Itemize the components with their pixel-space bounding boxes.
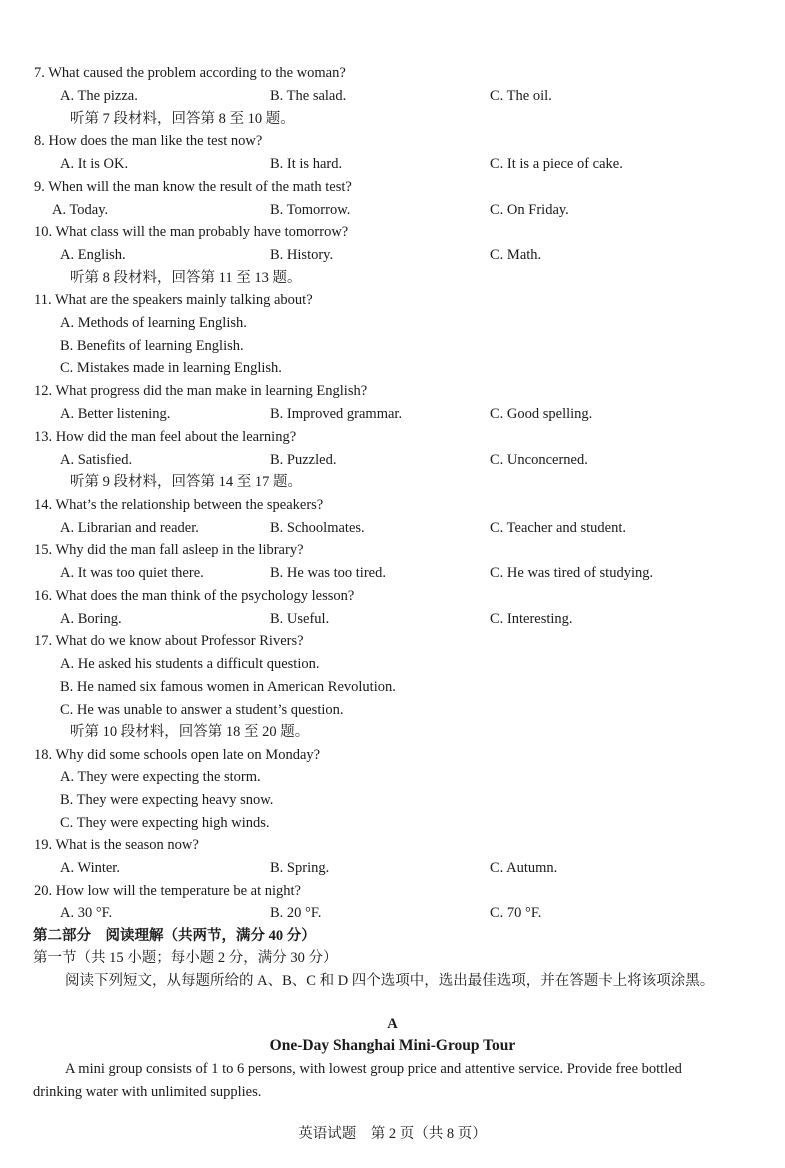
q18-option-b: B. They were expecting heavy snow. xyxy=(60,792,274,808)
question-19: 19. What is the season now? xyxy=(34,837,199,853)
q7-option-b: B. The salad. xyxy=(270,88,347,104)
question-9: 9. When will the man know the result of the math test? xyxy=(34,179,352,195)
q9-option-a: A. Today. xyxy=(52,202,109,218)
question-10: 10. What class will the man probably have tomorrow? xyxy=(34,224,349,240)
q17-option-b: B. He named six famous women in American Revolution. xyxy=(60,679,396,695)
question-17: 17. What do we know about Professor Rivers? xyxy=(34,633,304,649)
q20-option-b: B. 20 °F. xyxy=(270,905,322,921)
passage-text: A mini group consists of 1 to 6 persons, with lowest group price and attentive service. Provide free bottled drinking water with unlimited supplies. xyxy=(33,1061,682,1100)
q11-option-a: A. Methods of learning English. xyxy=(60,315,247,331)
q16-option-a: A. Boring. xyxy=(60,611,122,627)
q19-option-a: A. Winter. xyxy=(60,860,120,876)
q12-option-b: B. Improved grammar. xyxy=(270,406,403,422)
q11-option-c: C. Mistakes made in learning English. xyxy=(60,360,282,376)
section1-title: 第一节（共 15 小题；每小题 2 分，满分 30 分） xyxy=(33,950,338,966)
q7-option-c: C. The oil. xyxy=(490,88,552,104)
q13-option-b: B. Puzzled. xyxy=(270,452,337,468)
q15-option-a: A. It was too quiet there. xyxy=(60,565,204,581)
q19-option-c: C. Autumn. xyxy=(490,860,558,876)
q7-option-a: A. The pizza. xyxy=(60,88,138,104)
q17-option-a: A. He asked his students a difficult question. xyxy=(60,656,320,672)
q19-option-b: B. Spring. xyxy=(270,860,330,876)
q10-option-c: C. Math. xyxy=(490,247,542,263)
q18-option-c: C. They were expecting high winds. xyxy=(60,815,270,831)
q9-option-c: C. On Friday. xyxy=(490,202,569,218)
section-note-8: 听第 8 段材料，回答第 11 至 13 题。 xyxy=(70,270,302,286)
q8-option-c: C. It is a piece of cake. xyxy=(490,156,623,172)
q10-option-a: A. English. xyxy=(60,247,126,263)
question-12: 12. What progress did the man make in learning English? xyxy=(34,383,368,399)
q17-option-c: C. He was unable to answer a student’s question. xyxy=(60,702,344,718)
reading-instruction: 阅读下列短文，从每题所给的 A、B、C 和 D 四个选项中，选出最佳选项，并在答题卡上将该项涂黑。 xyxy=(65,973,715,989)
q14-option-b: B. Schoolmates. xyxy=(270,520,365,536)
q8-option-b: B. It is hard. xyxy=(270,156,343,172)
q15-option-b: B. He was too tired. xyxy=(270,565,386,581)
q20-option-a: A. 30 °F. xyxy=(60,905,113,921)
q14-option-c: C. Teacher and student. xyxy=(490,520,627,536)
q12-option-a: A. Better listening. xyxy=(60,406,171,422)
question-7: 7. What caused the problem according to the woman? xyxy=(34,65,346,81)
section-note-9: 听第 9 段材料，回答第 14 至 17 题。 xyxy=(70,474,302,490)
page-footer: 英语试题 第 2 页（共 8 页） xyxy=(298,1126,487,1142)
section-note-7: 听第 7 段材料，回答第 8 至 10 题。 xyxy=(70,111,295,127)
question-14: 14. What’s the relationship between the speakers? xyxy=(34,497,324,513)
q9-option-b: B. Tomorrow. xyxy=(270,202,351,218)
passage-letter: A xyxy=(387,1016,398,1032)
part2-title: 第二部分 阅读理解（共两节，满分 40 分） xyxy=(33,928,316,944)
q16-option-c: C. Interesting. xyxy=(490,611,573,627)
q14-option-a: A. Librarian and reader. xyxy=(60,520,199,536)
passage-title: One-Day Shanghai Mini-Group Tour xyxy=(269,1037,516,1054)
q15-option-c: C. He was tired of studying. xyxy=(490,565,654,581)
q12-option-c: C. Good spelling. xyxy=(490,406,593,422)
question-15: 15. Why did the man fall asleep in the library? xyxy=(34,542,304,558)
question-8: 8. How does the man like the test now? xyxy=(34,133,263,149)
question-20: 20. How low will the temperature be at night? xyxy=(34,883,301,899)
q13-option-c: C. Unconcerned. xyxy=(490,452,588,468)
q11-option-b: B. Benefits of learning English. xyxy=(60,338,244,354)
question-11: 11. What are the speakers mainly talking about? xyxy=(34,292,313,308)
q16-option-b: B. Useful. xyxy=(270,611,330,627)
q20-option-c: C. 70 °F. xyxy=(490,905,542,921)
section-note-10: 听第 10 段材料，回答第 18 至 20 题。 xyxy=(70,724,310,740)
question-18: 18. Why did some schools open late on Monday? xyxy=(34,747,321,763)
q10-option-b: B. History. xyxy=(270,247,334,263)
question-16: 16. What does the man think of the psychology lesson? xyxy=(34,588,355,604)
q13-option-a: A. Satisfied. xyxy=(60,452,133,468)
question-13: 13. How did the man feel about the learning? xyxy=(34,429,297,445)
q8-option-a: A. It is OK. xyxy=(60,156,129,172)
q18-option-a: A. They were expecting the storm. xyxy=(60,769,261,785)
